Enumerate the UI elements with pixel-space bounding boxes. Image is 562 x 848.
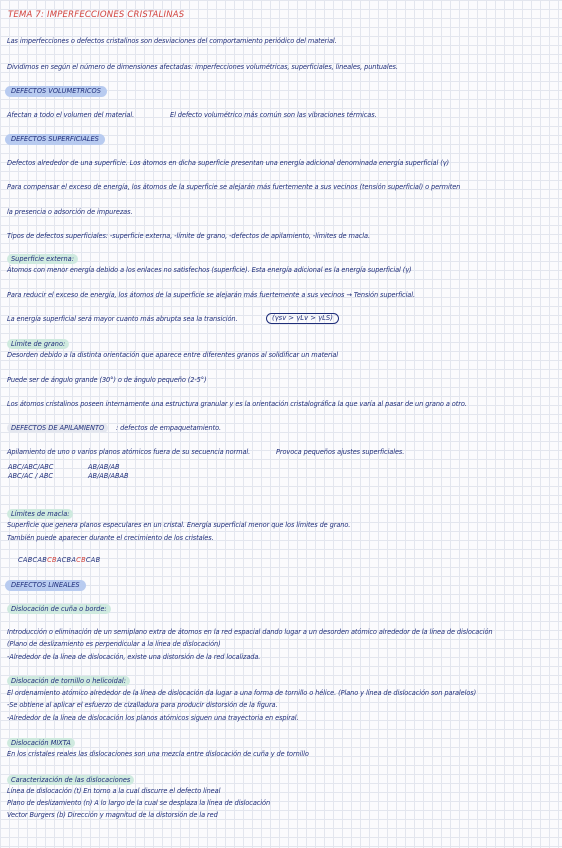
sequence-part: CABCAB — [18, 556, 48, 564]
sequence-part: ACBA — [56, 556, 77, 564]
section-heading-lineales: DEFECTOS LINEALES — [5, 580, 86, 591]
text-line: Tipos de defectos superficiales: -superficie externa, -límite de grano, -defectos de apilamiento, -límites de macla. — [7, 232, 370, 240]
text-line: : defectos de empaquetamiento. — [116, 424, 222, 432]
subheading-dislocacion-tornillo: Dislocación de tornillo o helicoidal: — [7, 676, 130, 686]
sequence-mirror-mark: CB — [76, 556, 86, 564]
text-line: Provoca pequeños ajustes superficiales. — [276, 448, 405, 456]
subheading-limite-grano: Límite de grano: — [7, 339, 69, 349]
subheading-limites-macla: Límites de macla: — [7, 509, 73, 519]
text-line: El ordenamiento atómico alrededor de la línea de dislocación da lugar a una forma de tornillo o hélice. (Plano y línea de dislocación son paralelos) — [7, 689, 477, 697]
text-line: Para compensar el exceso de energía, los átomos de la superficie se alejarán más fuertemente a sus vecinos (tensión superficial) o permiten — [7, 183, 461, 191]
text-line: -Alrededor de la línea de dislocación los planos atómicos siguen una trayectoria en espiral. — [7, 714, 299, 722]
text-line: Apilamiento de uno o varios planos atómicos fuera de su secuencia normal. — [7, 448, 251, 456]
text-line: Afectan a todo el volumen del material. — [7, 111, 135, 119]
text-line: Introducción o eliminación de un semiplano extra de átomos en la red espacial dando lugar a un desorden atómico alrededor de la línea de dislocación — [7, 628, 493, 636]
sequence-part: CAB — [85, 556, 101, 564]
subheading-dislocacion-cuna: Dislocación de cuña o borde: — [7, 604, 111, 614]
surface-energy-formula: (γsv > γLv > γLS) — [266, 313, 339, 324]
section-heading-superficial: DEFECTOS SUPERFICIALES — [5, 134, 105, 145]
text-line: (Plano de deslizamiento es perpendicular a la línea de dislocación) — [7, 640, 221, 648]
sequence-mirror-mark: CB — [47, 556, 57, 564]
text-line: Para reducir el exceso de energía, los átomos de la superficie se alejarán más fuertemente a sus vecinos → Tensión superficial. — [7, 291, 415, 299]
text-line: Superficie que genera planos especulares en un cristal. Energía superficial menor que los límites de grano. — [7, 521, 351, 529]
text-line: La energía superficial será mayor cuanto más abrupta sea la transición. — [7, 315, 238, 323]
text-line: También puede aparecer durante el crecimiento de los cristales. — [7, 534, 214, 542]
sequence-line: ABC/ABC/ABC — [8, 463, 54, 471]
text-line: -Se obtiene al aplicar el esfuerzo de cizalladura para producir distorsión de la figura. — [7, 701, 278, 709]
text-line: Puede ser de ángulo grande (30°) o de ángulo pequeño (2-5°) — [7, 376, 207, 384]
section-heading-apilamiento: DEFECTOS DE APILAMIENTO — [7, 423, 108, 433]
text-line: Los átomos cristalinos poseen internamente una estructura granular y es la orientación cristalográfica la que varía al pasar de un grano a otro. — [7, 400, 467, 408]
subheading-superficie-externa: Superficie externa: — [7, 254, 78, 264]
text-line: El defecto volumétrico más común son las vibraciones térmicas. — [170, 111, 377, 119]
stacking-sequence-hcp — [88, 463, 129, 481]
sequence-line: ABC/AC / ABC — [8, 472, 54, 480]
page-title: TEMA 7: IMPERFECCIONES CRISTALINAS — [8, 10, 185, 20]
text-line: Vector Burgers (b) Dirección y magnitud de la distorsión de la red — [7, 811, 218, 819]
intro-line: Dividimos en según el número de dimensiones afectadas: imperfecciones volumétricas, superficiales, lineales, puntuales. — [7, 63, 398, 71]
subheading-dislocacion-mixta: Dislocación MIXTA — [7, 738, 75, 748]
section-heading-volumetric: DEFECTOS VOLUMETRICOS — [5, 86, 107, 97]
text-line: Átomos con menor energía debido a los enlaces no satisfechos (superficie). Esta energía adicional es la energía superficial (γ) — [7, 266, 412, 274]
sequence-line: AB/AB/ABAB — [88, 472, 129, 480]
stacking-sequence-fcc — [8, 463, 53, 481]
text-line: Defectos alrededor de una superficie. Los átomos en dicha superficie presentan una energía adicional denominada energía superficial (γ) — [7, 159, 449, 167]
twin-sequence — [18, 556, 100, 564]
text-line: la presencia o adsorción de impurezas. — [7, 208, 133, 216]
intro-line: Las imperfecciones o defectos cristalinos son desviaciones del comportamiento periódico del material. — [7, 37, 337, 45]
sequence-line: AB/AB/AB — [88, 463, 120, 471]
text-line: En los cristales reales las dislocaciones son una mezcla entre dislocación de cuña y de tornillo — [7, 750, 309, 758]
text-line: -Alrededor de la línea de dislocación, existe una distorsión de la red localizada. — [7, 653, 261, 661]
text-line: Plano de deslizamiento (n) A lo largo de la cual se desplaza la línea de dislocación — [7, 799, 271, 807]
text-line: Línea de dislocación (t) En torno a la cual discurre el defecto lineal — [7, 787, 221, 795]
text-line: Desorden debido a la distinta orientación que aparece entre diferentes granos al solidificar un material — [7, 351, 339, 359]
subheading-caracterizacion: Caracterización de las dislocaciones — [7, 775, 134, 785]
